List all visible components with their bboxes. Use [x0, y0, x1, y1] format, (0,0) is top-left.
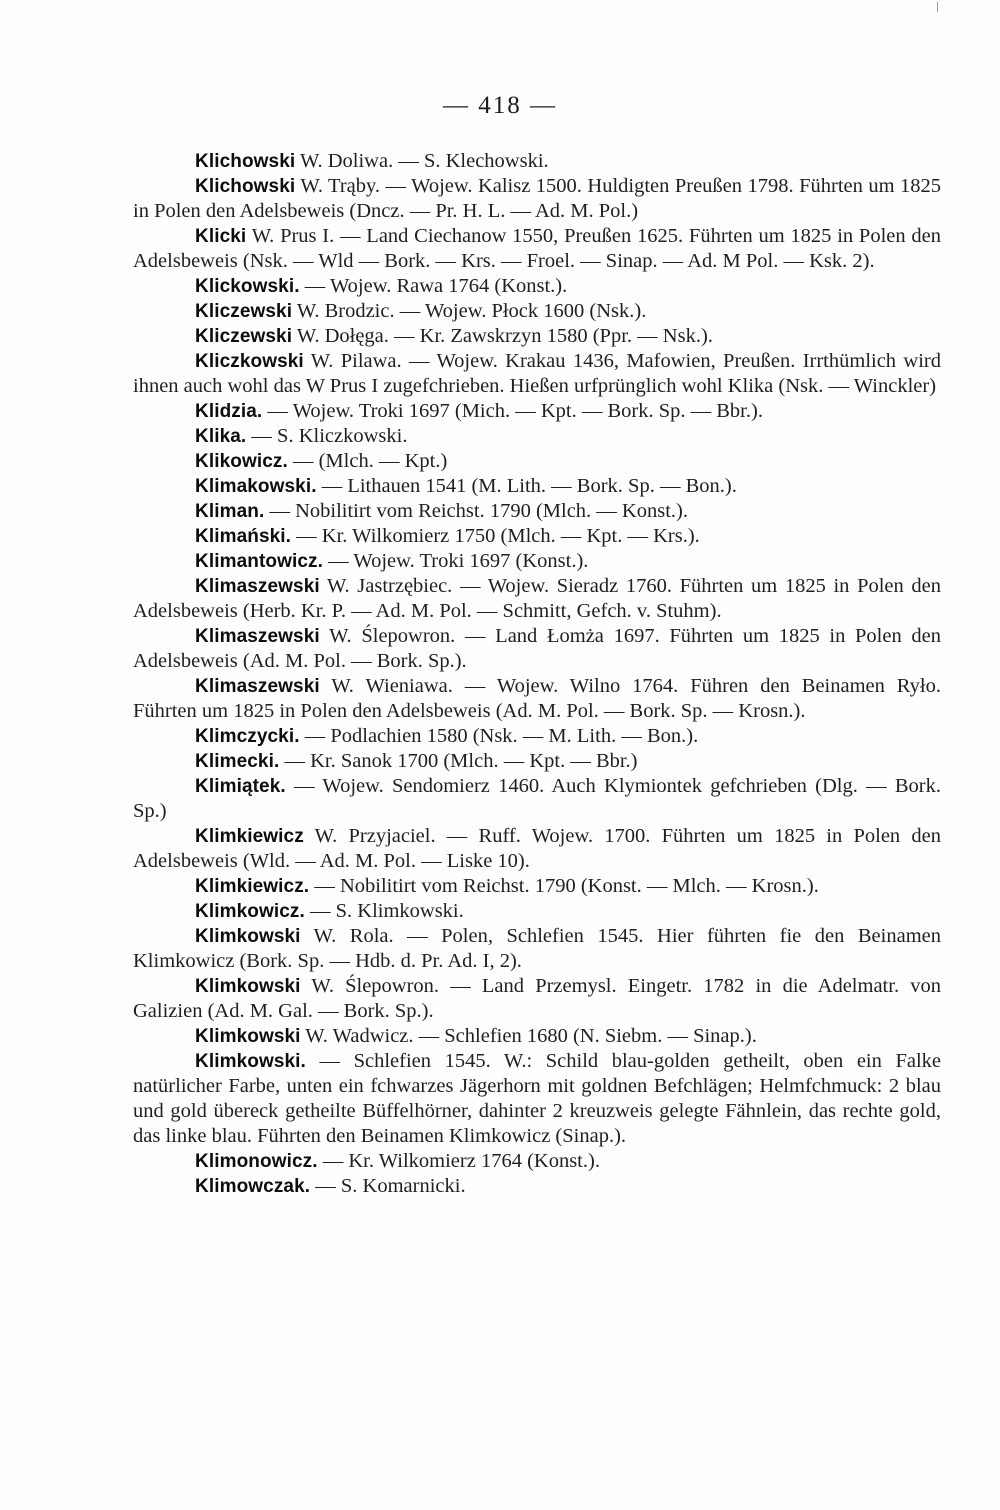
entry-headword: Klimkiewicz [195, 826, 304, 847]
entry-headword: Klimakowski. [195, 476, 317, 497]
entry [133, 974, 941, 1024]
entry [133, 899, 941, 924]
entry-text: W. Wieniawa. — Wojew. Wilno 1764. Führen den Beinamen Ryło. Führten um 1825 in Polen den Adelsbeweis (Ad. M. Pol. — Bork. Sp. — Krosn.). [133, 675, 941, 722]
entry-headword: Klimantowicz. [195, 551, 323, 572]
entry-headword: Klimecki. [195, 751, 280, 772]
entry [133, 449, 941, 474]
scan-mark [937, 2, 938, 12]
entry [133, 674, 941, 724]
entry-headword: Klidzia. [195, 401, 263, 422]
entry-headword: Klikowicz. [195, 451, 288, 472]
entry-text: — Kr. Sanok 1700 (Mlch. — Kpt. — Bbr.) [279, 750, 638, 772]
entry-text: W. Ślepowron. — Land Łomża 1697. Führten um 1825 in Polen den Adelsbeweis (Ad. M. Pol. — Bork. Sp.). [133, 625, 941, 672]
entry [133, 724, 941, 749]
entry-text: — Lithauen 1541 (M. Lith. — Bork. Sp. — Bon.). [316, 475, 737, 497]
entry [133, 324, 941, 349]
entry-headword: Kliczewski [195, 326, 293, 347]
entry-headword: Kliczewski [195, 301, 293, 322]
entry-text: — Schlefien 1545. W.: Schild blau-golden getheilt, oben ein Falke natürlicher Farbe, unten ein fchwarzes Jägerhorn mit goldnen Befchlägen; Helmfchmuck: 2 blau und gold übereck getheilte Büffelhörner, dahinter 2 kreuzweis gelegte Fähnlein, das rechte gold, das linke blau. Führten den Beinamen Klimkowicz (Sinap.). [133, 1050, 941, 1147]
entry-text: W. Brodzic. — Wojew. Płock 1600 (Nsk.). [292, 300, 647, 322]
entry-list [133, 149, 941, 1199]
entry [133, 174, 941, 224]
entry [133, 774, 941, 824]
entry-text: — Kr. Wilkomierz 1764 (Konst.). [317, 1150, 600, 1172]
entry-headword: Klimowczak. [195, 1176, 311, 1197]
entry-text: — S. Komarnicki. [310, 1175, 466, 1197]
entry-text: — (Mlch. — Kpt.) [287, 450, 448, 472]
entry-text: — Nobilitirt vom Reichst. 1790 (Konst. — Mlch. — Krosn.). [309, 875, 819, 897]
entry-text: — Kr. Wilkomierz 1750 (Mlch. — Kpt. — Krs.). [291, 525, 700, 547]
entry-text: W. Doliwa. — S. Klechowski. [295, 150, 549, 172]
entry-text: W. Ślepowron. — Land Przemysl. Eingetr. 1782 in die Adelmatr. von Galizien (Ad. M. Gal. — Bork. Sp.). [133, 975, 941, 1022]
entry-text: — S. Klimkowski. [304, 900, 464, 922]
entry [133, 1174, 941, 1199]
entry-text: W. Jastrzębiec. — Wojew. Sieradz 1760. Führten um 1825 in Polen den Adelsbeweis (Herb. Kr. P. — Ad. M. Pol. — Schmitt, Gefch. v. Stuhm). [133, 575, 941, 622]
entry-text: — Wojew. Troki 1697 (Konst.). [322, 550, 589, 572]
entry-text: W. Rola. — Polen, Schlefien 1545. Hier führten fie den Beinamen Klimkowicz (Bork. Sp. — Hdb. d. Pr. Ad. I, 2). [133, 925, 941, 972]
entry [133, 524, 941, 549]
entry-headword: Klimiątek. [195, 776, 286, 797]
entry [133, 624, 941, 674]
entry-text: — Podlachien 1580 (Nsk. — M. Lith. — Bon.). [299, 725, 699, 747]
entry [133, 924, 941, 974]
entry-text: W. Wadwicz. — Schlefien 1680 (N. Siebm. — Sinap.). [300, 1025, 757, 1047]
entry [133, 474, 941, 499]
entry-headword: Klicki [195, 226, 247, 247]
entry-text: W. Przyjaciel. — Ruff. Wojew. 1700. Führten um 1825 in Polen den Adelsbeweis (Wld. — Ad. M. Pol. — Liske 10). [133, 825, 941, 872]
entry-headword: Klimkowski [195, 926, 301, 947]
entry-text: — Wojew. Sendomierz 1460. Auch Klymiontek gefchrieben (Dlg. — Bork. Sp.) [133, 775, 941, 822]
entry [133, 1049, 941, 1149]
entry-headword: Klimkiewicz. [195, 876, 310, 897]
entry-headword: Klimaszewski [195, 626, 320, 647]
entry [133, 424, 941, 449]
entry-text: W. Trąby. — Wojew. Kalisz 1500. Huldigten Preußen 1798. Führten um 1825 in Polen den Adelsbeweis (Dncz. — Pr. H. L. — Ad. M. Pol.) [133, 175, 941, 222]
entry [133, 1149, 941, 1174]
entry [133, 299, 941, 324]
entry-headword: Klimaszewski [195, 576, 320, 597]
page-number: — 418 — [443, 92, 557, 119]
entry-headword: Klimkowicz. [195, 901, 305, 922]
entry-headword: Klimkowski [195, 976, 301, 997]
entry-text: — Nobilitirt vom Reichst. 1790 (Mlch. — Konst.). [264, 500, 688, 522]
entry-headword: Klichowski [195, 151, 296, 172]
entry-headword: Klimaszewski [195, 676, 320, 697]
entry-text: W. Prus I. — Land Ciechanow 1550, Preußen 1625. Führten um 1825 in Polen den Adelsbeweis (Nsk. — Wld — Bork. — Krs. — Froel. — Sinap. — Ad. M Pol. — Ksk. 2). [133, 225, 941, 272]
entry [133, 749, 941, 774]
entry-text: W. Pilawa. — Wojew. Krakau 1436, Mafowien, Preußen. Irrthümlich wird ihnen auch wohl das W Prus I zugefchrieben. Hießen urfprünglich wohl Klika (Nsk. — Winckler) [133, 350, 941, 397]
entry [133, 874, 941, 899]
entry-headword: Klimczycki. [195, 726, 300, 747]
entry [133, 224, 941, 274]
entry [133, 149, 941, 174]
entry-text: — Wojew. Rawa 1764 (Konst.). [299, 275, 568, 297]
entry [133, 274, 941, 299]
entry-headword: Klimonowicz. [195, 1151, 318, 1172]
entry-text: W. Dołęga. — Kr. Zawskrzyn 1580 (Ppr. — Nsk.). [292, 325, 713, 347]
entry [133, 824, 941, 874]
entry-headword: Klika. [195, 426, 247, 447]
entry-text: — Wojew. Troki 1697 (Mich. — Kpt. — Bork. Sp. — Bbr.). [262, 400, 763, 422]
entry-headword: Kliman. [195, 501, 265, 522]
entry [133, 1024, 941, 1049]
entry [133, 574, 941, 624]
entry-headword: Klimkowski [195, 1026, 301, 1047]
entry-text: — S. Kliczkowski. [246, 425, 408, 447]
entry-headword: Klichowski [195, 176, 296, 197]
entry-headword: Kliczkowski [195, 351, 304, 372]
entry-headword: Klimański. [195, 526, 292, 547]
entry-headword: Klickowski. [195, 276, 300, 297]
entry [133, 399, 941, 424]
entry [133, 499, 941, 524]
entry [133, 349, 941, 399]
entry-headword: Klimkowski. [195, 1051, 306, 1072]
entry [133, 549, 941, 574]
